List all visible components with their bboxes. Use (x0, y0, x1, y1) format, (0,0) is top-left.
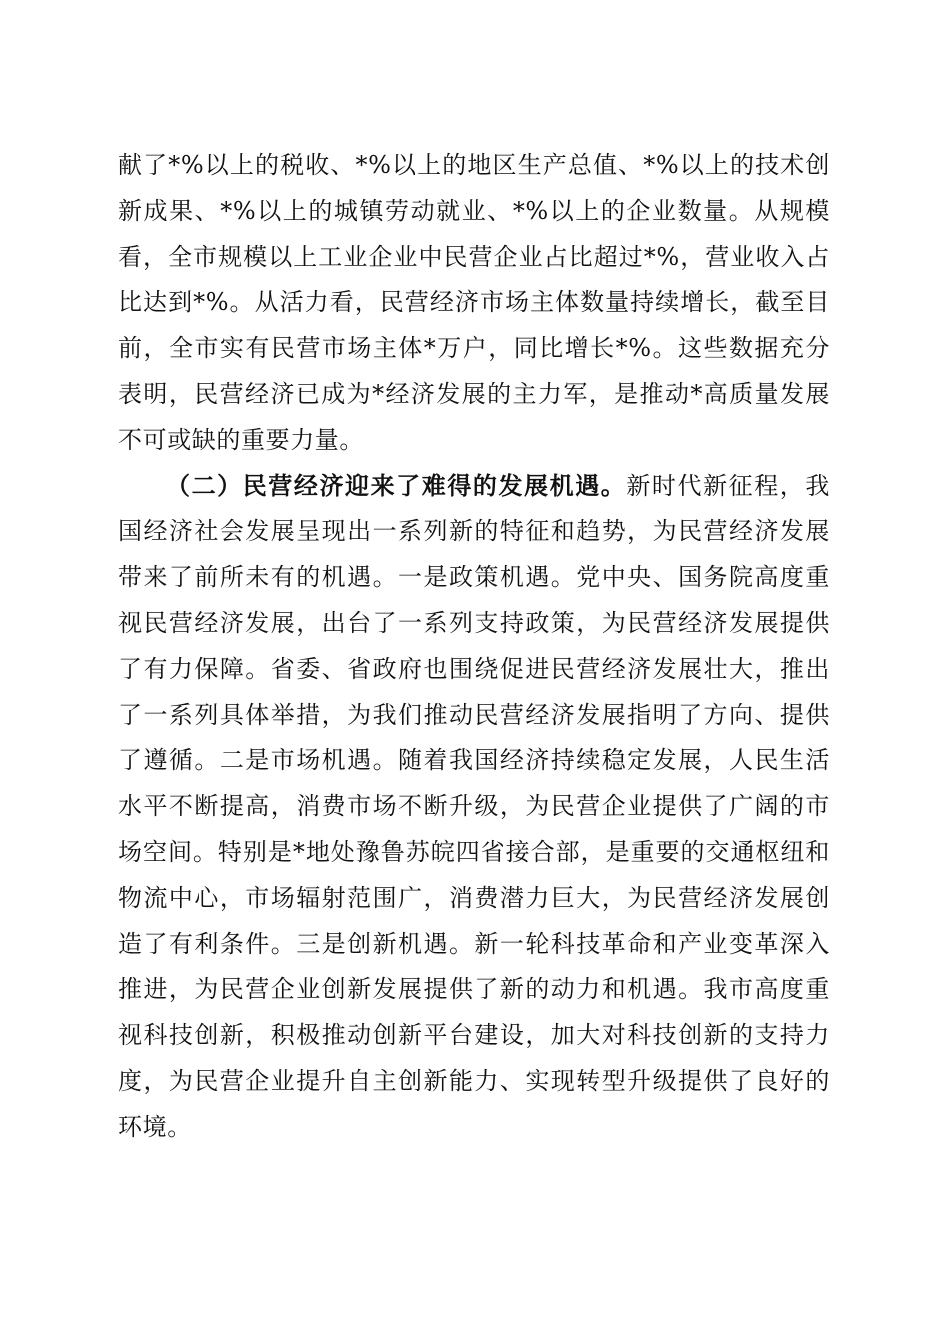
section-2-heading: （二）民营经济迎来了难得的发展机遇。 (166, 471, 627, 500)
paragraph-1-text: 献了*%以上的税收、*%以上的地区生产总值、*%以上的技术创新成果、*%以上的城镇劳动就业、*%以上的企业数量。从规模看，全市规模以上工业企业中民营企业占比超过*%，营业收入占比达到*%。从活力看，民营经济市场主体数量持续增长，截至目前，全市实有民营市场主体*万户，同比增长*%。这些数据充分表明，民营经济已成为*经济发展的主力军，是推动*高质量发展不可或缺的重要力量。 (118, 151, 830, 454)
section-2-body: 新时代新征程，我国经济社会发展呈现出一系列新的特征和趋势，为民营经济发展带来了前所未有的机遇。一是政策机遇。党中央、国务院高度重视民营经济发展，出台了一系列支持政策，为民营经济发展提供了有力保障。省委、省政府也围绕促进民营经济发展壮大，推出了一系列具体举措，为我们推动民营经济发展指明了方向、提供了遵循。二是市场机遇。随着我国经济持续稳定发展，人民生活水平不断提高，消费市场不断升级，为民营企业提供了广阔的市场空间。特别是*地处豫鲁苏皖四省接合部，是重要的交通枢纽和物流中心，市场辐射范围广，消费潜力巨大，为民营经济发展创造了有利条件。三是创新机遇。新一轮科技革命和产业变革深入推进，为民营企业创新发展提供了新的动力和机遇。我市高度重视科技创新，积极推动创新平台建设，加大对科技创新的支持力度，为民营企业提升自主创新能力、实现转型升级提供了良好的环境。 (118, 471, 830, 1141)
paragraph-continuation (118, 143, 830, 464)
document-page (118, 143, 830, 1151)
paragraph-section-2 (118, 464, 830, 1151)
